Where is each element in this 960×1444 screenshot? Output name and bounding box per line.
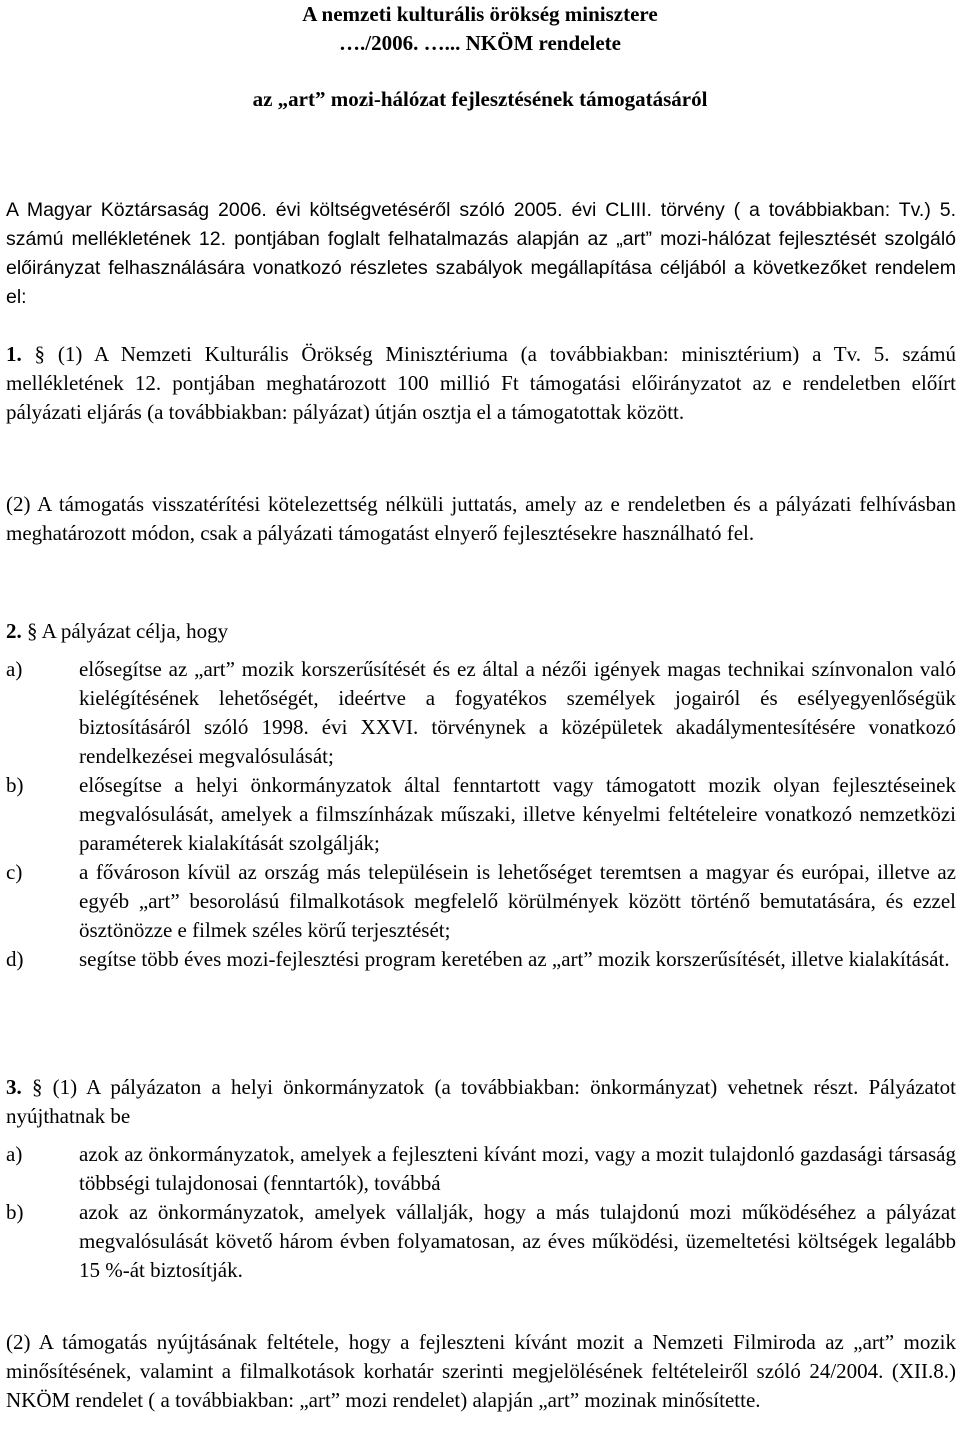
section-2-list [6, 655, 956, 974]
list-item-text: azok az önkormányzatok, amelyek vállalják, hogy a más tulajdonú mozi működéséhez a pályázat megvalósulását követő három évben folyamatosan, az éves működési, üzemeltetési költségek legalább 15 %-át biztosítják. [79, 1200, 956, 1282]
section-1-paragraph-1 [6, 340, 956, 427]
list-item [6, 771, 956, 858]
section-2-intro [6, 617, 956, 646]
title-minister: A nemzeti kulturális örökség minisztere [302, 2, 658, 26]
list-item-text: azok az önkormányzatok, amelyek a fejleszteni kívánt mozi, vagy a mozit tulajdonló gazdasági társaság többségi tulajdonosai (fenntartók), továbbá [79, 1142, 956, 1195]
list-item [6, 858, 956, 945]
list-item [6, 1198, 956, 1285]
list-item-label: c) [6, 860, 23, 884]
section-1-text: § (1) A Nemzeti Kulturális Örökség Minisztériuma (a továbbiakban: minisztérium) a Tv. 5. számú mellékletének 12. pontjában meghatározott 100 millió Ft támogatási előirányzatot az e rendeletben előírt pályázati eljárás (a továbbiakban: pályázat) útján osztja el a támogatottak között. [6, 342, 956, 424]
preamble: A Magyar Köztársaság 2006. évi költségvetéséről szóló 2005. évi CLIII. törvény ( a továbbiakban: Tv.) 5. számú mellékletének 12. pontjában foglalt felhatalmazás alapján az „art” mozi-hálózat fejlesztését szolgáló előirányzat felhasználására vonatkozó részletes szabályok megállapítása céljából a következőket rendelem el: [6, 199, 956, 308]
list-item-text: elősegítse az „art” mozik korszerűsítését és ez által a nézői igények magas technikai színvonalon való kielégítésének lehetőségét, ideértve a fogyatékos személyek jogairól és esélyegyenlőségük biztosításáról szóló 1998. évi XXVI. törvénynek a középületek akadálymentesítésére vonatkozó rendelkezései megvalósulását; [79, 657, 956, 768]
list-item-text: a fővároson kívül az ország más településein is lehetőséget teremtsen a magyar és európai, illetve az egyéb „art” besorolású filmalkotások megfelelő körülmények között történő bemutatására, és ezzel ösztönözze e filmek széles körű terjesztését; [79, 860, 956, 942]
list-item-label: a) [6, 1142, 23, 1166]
list-item-text: segítse több éves mozi-fejlesztési program keretében az „art” mozik korszerűsítését, illetve kialakítását. [79, 947, 950, 971]
section-3-text: § (1) A pályázaton a helyi önkormányzatok (a továbbiakban: önkormányzat) vehetnek részt. Pályázatot nyújthatnak be [6, 1075, 956, 1128]
list-item-label: d) [6, 947, 24, 971]
section-1-number: 1. [6, 342, 22, 366]
list-item-label: b) [6, 773, 24, 797]
list-item [6, 655, 956, 771]
title-decree-number: …./2006. …... NKÖM rendelete [339, 31, 621, 55]
section-3-number: 3. [6, 1075, 22, 1099]
section-3-list [6, 1140, 956, 1285]
section-2-number: 2. [6, 619, 22, 643]
section-2-intro-text: § A pályázat célja, hogy [21, 619, 229, 643]
list-item-label: a) [6, 657, 23, 681]
title-subject: az „art” mozi-hálózat fejlesztésének támogatásáról [252, 87, 708, 111]
section-1-paragraph-2: (2) A támogatás visszatérítési kötelezettség nélküli juttatás, amely az e rendeletben és a pályázati felhívásban meghatározott módon, csak a pályázati támogatást elnyerő fejlesztésekre használható fel. [6, 492, 956, 545]
section-3-paragraph-2: (2) A támogatás nyújtásának feltétele, hogy a fejleszteni kívánt mozit a Nemzeti Filmiroda az „art” mozik minősítésének, valamint a filmalkotások korhatár szerinti megjelölésének feltételeiről szóló 24/2004. (XII.8.) NKÖM rendelet ( a továbbiakban: „art” mozi rendelet) alapján „art” mozinak minősítette. [6, 1330, 956, 1412]
list-item [6, 1140, 956, 1198]
section-3-paragraph-1 [6, 1073, 956, 1131]
list-item-text: elősegítse a helyi önkormányzatok által fenntartott vagy támogatott mozik olyan fejlesztéseinek megvalósulását, amelyek a filmszínházak műszaki, illetve kényelmi feltételeire vonatkozó nemzetközi paraméterek kialakítását szolgálják; [79, 773, 956, 855]
list-item-label: b) [6, 1200, 24, 1224]
list-item [6, 945, 956, 974]
